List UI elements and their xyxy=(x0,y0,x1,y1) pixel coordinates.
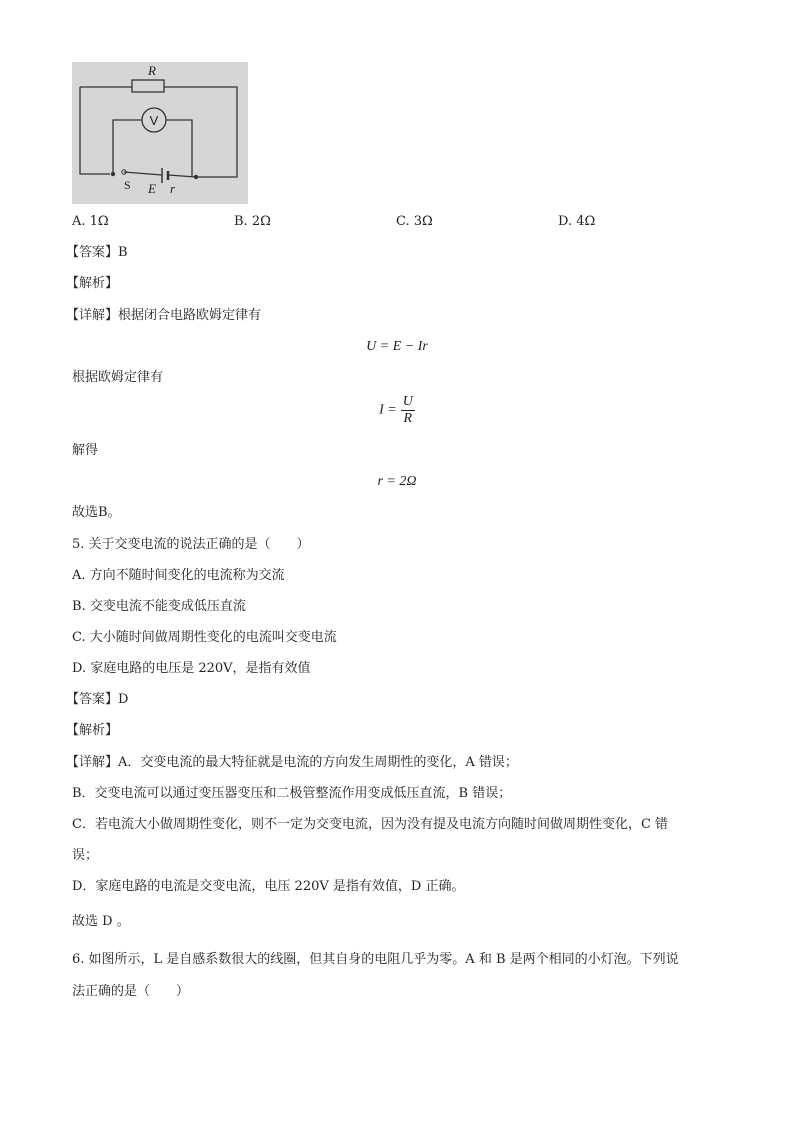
q4-option-a: A. 1Ω xyxy=(72,214,109,229)
eq2-numerator: U xyxy=(402,394,413,409)
eq2-fraction xyxy=(401,394,415,427)
resistor-label: R xyxy=(148,63,156,78)
q4-conclusion: 故选B。 xyxy=(72,505,121,520)
q4-text-2: 根据欧姆定律有 xyxy=(72,370,164,385)
q6-question-line-1: 6. 如图所示，L 是自感系数很大的线圈，但其自身的电阻几乎为零。A 和 B 是两个相同的小灯泡。下列说 xyxy=(72,952,679,967)
circuit-diagram xyxy=(72,62,248,204)
q4-text-3: 解得 xyxy=(72,443,99,458)
q5-detail-line-1: 【详解】A．交变电流的最大特征就是电流的方向发生周期性的变化，A 错误； xyxy=(66,755,518,770)
q5-analysis-heading: 【解析】 xyxy=(66,723,119,738)
q6-question-line-2: 法正确的是（ ） xyxy=(72,984,190,999)
switch-node xyxy=(111,172,115,176)
eq2-lhs: I = xyxy=(379,402,397,418)
q5-option-b: B. 交变电流不能变成低压直流 xyxy=(72,599,246,614)
q5-detail-line-4: 误； xyxy=(72,848,99,863)
q4-option-b: B. 2Ω xyxy=(234,214,271,229)
q4-answer: 【答案】B xyxy=(66,245,128,260)
q5-option-d: D. 家庭电路的电压是 220V，是指有效值 xyxy=(72,661,311,676)
switch-label: S xyxy=(124,178,131,192)
q4-equation-3: r = 2Ω xyxy=(377,474,417,489)
q4-equation-2 xyxy=(0,394,794,427)
junction-node xyxy=(194,175,198,179)
voltmeter-label: V xyxy=(149,113,159,128)
internal-resistance-label: r xyxy=(170,181,176,196)
q5-detail-line-3: C．若电流大小做周期性变化，则不一定为交变电流，因为没有提及电流方向随时间做周期性变化，C 错 xyxy=(72,817,669,832)
eq2-denominator: R xyxy=(403,411,413,426)
q5-detail-line-5: D．家庭电路的电流是交变电流，电压 220V 是指有效值，D 正确。 xyxy=(72,879,465,894)
q5-detail-line-2: B．交变电流可以通过变压器变压和二极管整流作用变成低压直流，B 错误； xyxy=(72,786,512,801)
q4-option-d: D. 4Ω xyxy=(558,214,596,229)
q5-question: 5. 关于交变电流的说法正确的是（ ） xyxy=(72,537,310,552)
q5-conclusion: 故选 D 。 xyxy=(72,914,130,929)
resistor-R xyxy=(132,80,164,92)
q5-answer: 【答案】D xyxy=(66,692,129,707)
q5-option-a: A. 方向不随时间变化的电流称为交流 xyxy=(72,568,285,583)
q4-analysis-heading: 【解析】 xyxy=(66,276,119,291)
q5-option-c: C. 大小随时间做周期性变化的电流叫交变电流 xyxy=(72,630,337,645)
emf-label: E xyxy=(148,181,156,196)
q4-option-c: C. 3Ω xyxy=(396,214,433,229)
q4-equation-1: U = E − Ir xyxy=(366,339,428,354)
q4-detail: 【详解】根据闭合电路欧姆定律有 xyxy=(66,308,262,323)
